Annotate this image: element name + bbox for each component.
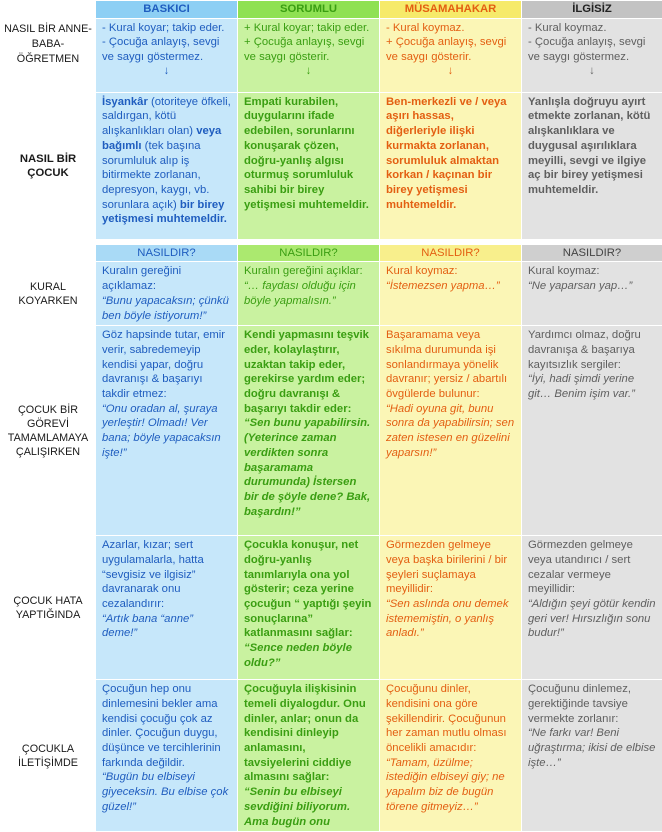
- rules-musamahakar-quote: “İstemezsen yapma…”: [386, 279, 515, 294]
- parent-row: [1, 18, 662, 92]
- child-sorumlu: Empati kurabilen, duygularını ifade edebilen, sorunlarını konuşarak çözen, doğru-yanlış algısı oturmuş sorumluluk sahibi bir birey yetişmesi muhtemeldir.: [238, 92, 380, 239]
- mistake-row: [1, 536, 662, 680]
- mistake-baskici-quote: “Artık bana “anne” deme!”: [102, 612, 231, 641]
- parent-ilgisiz-1: - Kural koymaz.: [528, 21, 656, 36]
- row-label-parent: NASIL BİR ANNE-BABA-ÖĞRETMEN: [4, 22, 92, 67]
- rules-ilgisiz-quote: “Ne yaparsan yap…”: [528, 279, 656, 294]
- comm-sorumlu-text: Çocuğuyla ilişkisinin temeli diyalogdur. Onu dinler, anlar; onun da kendisini dinleyip anlamasını, tavsiyelerini ciddiye almasını sağlar:: [244, 682, 373, 785]
- comm-baskici: [96, 680, 238, 832]
- child-musamahakar: Ben-merkezli ve / veya aşırı hassas, diğerleriyle ilişki kurmakta zorlanan, sorumluluk almaktan korkan / kaçınan bir birey yetişmesi muhtemeldir.: [380, 92, 522, 239]
- rules-sorumlu-quote: “… faydası olduğu için böyle yapmalısın.”: [244, 279, 373, 308]
- parent-sorumlu: [238, 18, 380, 92]
- failing-musamahakar-quote: “Hadi oyuna git, bunu sonra da yapabilirsin; sen zaten istesen en güzelini yaparsın!”: [386, 402, 515, 461]
- col-header-baskici: BASKICI: [96, 1, 238, 19]
- comm-ilgisiz: [522, 680, 662, 832]
- parent-musamahakar: [380, 18, 522, 92]
- down-arrow-icon: ↓: [386, 65, 515, 78]
- comm-musamahakar: [380, 680, 522, 832]
- mistake-baskici-text: Azarlar, kızar; sert uygulamalarla, hatta “sevgisiz ve ilgisiz” davranarak onu cezalandırır:: [102, 538, 231, 612]
- down-arrow-icon: ↓: [102, 65, 231, 78]
- rules-musamahakar: [380, 262, 522, 326]
- mistake-baskici: [96, 536, 238, 680]
- col-header-musamahakar: MÜSAMAHAKAR: [380, 1, 522, 19]
- child-baskici-desc1: (otoriteye öfkeli, saldırgan, kötü alışkanlıkları olan): [102, 96, 231, 137]
- rules-row: [1, 262, 662, 326]
- communication-row: [1, 680, 662, 832]
- comm-ilgisiz-quote: “Ne farkı var! Beni uğraştırma; ikisi de elbise işte…”: [528, 726, 656, 770]
- child-ilgisiz: Yanlışla doğruyu ayırt etmekte zorlanan, kötü alışkanlıklara ve duygusal aşırılıklara meyilli, sevgi ve ilgiye aç bir birey yetişmesi muhtemeldir.: [522, 92, 662, 239]
- parent-ilgisiz-2: - Çocuğa anlayış, sevgi ve saygı göstermez.: [528, 35, 656, 64]
- failing-ilgisiz-text: Yardımcı olmaz, doğru davranışa & başarıya kayıtsızlık sergiler:: [528, 328, 656, 372]
- mistake-musamahakar-quote: “Sen aslında onu demek istememiştin, o yanlış anladı.”: [386, 597, 515, 641]
- parent-sorumlu-2: + Çocuğa anlayış, sevgi ve saygı gösterir.: [244, 35, 373, 64]
- how-sorumlu: NASILDIR?: [238, 244, 380, 262]
- row-label-child: NASIL BİR ÇOCUK: [1, 92, 96, 239]
- row-label-communication: ÇOCUKLA İLETİŞİMDE: [1, 680, 96, 832]
- row-label-failing: ÇOCUK BİR GÖREVİ TAMAMLAMAYA ÇALIŞIRKEN: [1, 326, 96, 536]
- failing-sorumlu-text: Kendi yapmasını teşvik eder, kolaylaştırır, uzaktan takip eder, gerekirse yardım eder; doğru davranışı & başarıyı takdir eder:: [244, 328, 373, 416]
- mistake-sorumlu: [238, 536, 380, 680]
- comm-musamahakar-text: Çocuğunu dinler, kendisini ona göre şekillendirir. Çocuğunun her zaman mutlu olması öncelikli amacıdır:: [386, 682, 515, 756]
- failing-baskici-quote: “Onu oradan al, şuraya yerleştir! Olmadı! Ver bana; böyle yapacaksın işte!”: [102, 402, 231, 461]
- col-header-ilgisiz: İLGİSİZ: [522, 1, 662, 19]
- failing-baskici-text: Göz hapsinde tutar, emir verir, sabredemeyip kendisi yapar, doğru davranışı & başarıyı takdir etmez:: [102, 328, 231, 402]
- child-baskici-isyankar: İsyankâr: [102, 96, 148, 108]
- mistake-ilgisiz: [522, 536, 662, 680]
- mistake-musamahakar-text: Görmezden gelmeye veya başka birilerini / bir şeyleri suçlamaya meyillidir:: [386, 538, 515, 597]
- mistake-sorumlu-text: Çocukla konuşur, net doğru-yanlış tanımlarıyla ona yol gösterir; ceza yerine çocuğun “ yaptığı şeyin sonuçlarına” katlanmasını sağlar:: [244, 538, 373, 641]
- comm-ilgisiz-text: Çocuğunu dinlemez, gerektiğinde tavsiye vermekte zorlanır:: [528, 682, 656, 726]
- failing-baskici: [96, 326, 238, 536]
- how-musamahakar: NASILDIR?: [380, 244, 522, 262]
- rules-musamahakar-text: Kural koymaz:: [386, 264, 515, 279]
- comm-musamahakar-quote: “Tamam, üzülme; istediğin elbiseyi giy; ne yapalım biz de bugün törene gitmeyiz…”: [386, 756, 515, 815]
- how-ilgisiz: NASILDIR?: [522, 244, 662, 262]
- parent-sorumlu-1: + Kural koyar; takip eder.: [244, 21, 373, 36]
- parent-baskici-2: - Çocuğa anlayış, sevgi ve saygı göstermez.: [102, 35, 231, 64]
- parent-musamahakar-1: - Kural koymaz.: [386, 21, 515, 36]
- rules-baskici-quote: “Bunu yapacaksın; çünkü ben böyle istiyorum!”: [102, 294, 231, 323]
- how-baskici: NASILDIR?: [96, 244, 238, 262]
- comm-sorumlu-quote: “Senin bu elbiseyi sevdiğini biliyorum. Ama bugün onu: [244, 785, 373, 829]
- failing-ilgisiz-quote: “İyi, hadi şimdi yerine git… Benim işim var.”: [528, 372, 656, 401]
- comm-baskici-quote: “Bugün bu elbiseyi giyeceksin. Bu elbise çok güzel!”: [102, 770, 231, 814]
- down-arrow-icon: ↓: [528, 65, 656, 78]
- rules-ilgisiz-text: Kural koymaz:: [528, 264, 656, 279]
- failing-sorumlu-quote: “Sen bunu yapabilirsin. (Yeterince zaman verdikten sonra başaramama durumunda) İstersen bir de şöyle dene? Bak, başardın!”: [244, 416, 373, 519]
- rules-baskici: [96, 262, 238, 326]
- comm-baskici-text: Çocuğun hep onu dinlemesini bekler ama kendisi çocuğu çok az dinler. Çocuğun duygu, düşünce ve tercihlerinin farkında değildir.: [102, 682, 231, 770]
- rules-sorumlu-text: Kuralın gereğini açıklar:: [244, 264, 373, 279]
- comm-sorumlu: [238, 680, 380, 832]
- failing-ilgisiz: [522, 326, 662, 536]
- parent-baskici: [96, 18, 238, 92]
- child-row: [1, 92, 662, 239]
- failing-row: [1, 326, 662, 536]
- failing-sorumlu: [238, 326, 380, 536]
- mistake-sorumlu-quote: “Sence neden böyle oldu?”: [244, 641, 373, 670]
- how-corner: [1, 244, 96, 262]
- child-baskici: [96, 92, 238, 239]
- parent-baskici-1: - Kural koyar; takip eder.: [102, 21, 231, 36]
- rules-ilgisiz: [522, 262, 662, 326]
- col-header-sorumlu: SORUMLU: [238, 1, 380, 19]
- mistake-ilgisiz-quote: “Aldığın şeyi götür kendin geri ver! Hırsızlığın sonu budur!”: [528, 597, 656, 641]
- parent-ilgisiz: [522, 18, 662, 92]
- mistake-musamahakar: [380, 536, 522, 680]
- child-baskici-desc2: (tek başına sorumluluk alıp iş bitirmekte zorlanan, depresyon, kaygı, vb. sorunlara açık): [102, 140, 209, 211]
- child-baskici-bagimli: veya bağımlı: [102, 125, 221, 152]
- child-baskici-end: bir birey yetişmesi muhtemeldir.: [102, 199, 227, 226]
- failing-musamahakar-text: Başaramama veya sıkılma durumunda işi sonlandırmaya yönelik davranır; yersiz / abartılı övgülerde bulunur:: [386, 328, 515, 402]
- parent-musamahakar-2: + Çocuğa anlayış, sevgi ve saygı gösterir.: [386, 35, 515, 64]
- down-arrow-icon: ↓: [244, 65, 373, 78]
- row-label-rules: KURAL KOYARKEN: [1, 262, 96, 326]
- failing-musamahakar: [380, 326, 522, 536]
- mistake-ilgisiz-text: Görmezden gelmeye veya utandırıcı / sert cezalar vermeye meyillidir:: [528, 538, 656, 597]
- row-label-mistake: ÇOCUK HATA YAPTIĞINDA: [1, 536, 96, 680]
- rules-baskici-text: Kuralın gereğini açıklamaz:: [102, 264, 231, 293]
- style-header-row: [1, 1, 662, 19]
- how-header-row: [1, 244, 662, 262]
- rules-sorumlu: [238, 262, 380, 326]
